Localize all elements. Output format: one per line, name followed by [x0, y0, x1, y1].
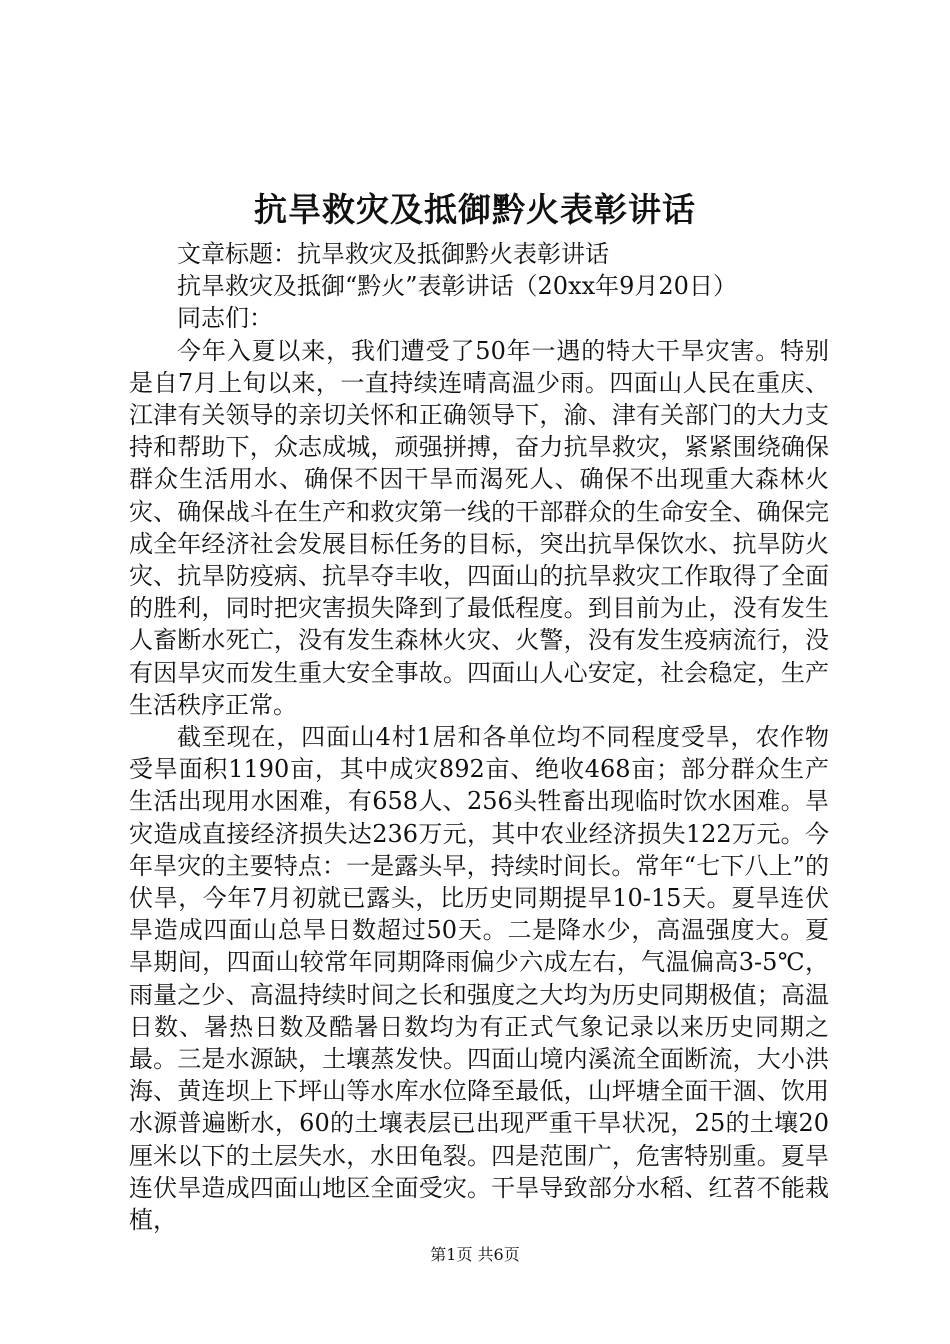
document-title: 抗旱救灾及抵御黔火表彰讲话: [254, 190, 696, 229]
page-total: 共6页: [477, 1245, 520, 1264]
salutation-line: 同志们：: [177, 304, 273, 333]
body-paragraph: 截至现在，四面山4村1居和各单位均不同程度受旱，农作物受旱面积1190亩，其中成灾892亩、绝收468亩；部分群众生产生活出现用水困难，有658人、256头牲畜出现临时饮水困难。旱灾造成直接经济损失达236万元，其中农业经济损失122万元。今年旱灾的主要特点：一是露头早，持续时间长。常年“七下八上”的伏旱，今年7月初就已露头，比历史同期提早10-15天。夏旱连伏旱造成四面山总旱日数超过50天。二是降水少，高温强度大。夏旱期间，四面山较常年同期降雨偏少六成左右，气温偏高3-5℃，雨量之少、高温持续时间之长和强度之大均为历史同期极值；高温日数、暑热日数及酷暑日数均为有正式气象记录以来历史同期之最。三是水源缺，土壤蒸发快。四面山境内溪流全面断流，大小洪海、黄连坝上下坪山等水库水位降至最低，山坪塘全面干涸、饮用水源普遍断水，60的土壤表层已出现严重干旱状况，25的土壤20厘米以下的土层失水，水田龟裂。四是范围广，危害特别重。夏旱连伏旱造成四面山地区全面受灾。干旱导致部分水稻、红苕不能栽植，: [129, 723, 829, 1235]
page-number: 第1页: [430, 1245, 473, 1264]
body-paragraph: 今年入夏以来，我们遭受了50年一遇的特大干旱灾害。特别是自7月上旬以来，一直持续连晴高温少雨。四面山人民在重庆、江津有关领导的亲切关怀和正确领导下，渝、津有关部门的大力支持和帮助下，众志成城，顽强拼搏，奋力抗旱救灾，紧紧围绕确保群众生活用水、确保不因干旱而渴死人、确保不出现重大森林火灾、确保战斗在生产和救灾第一线的干部群众的生命安全、确保完成全年经济社会发展目标任务的目标，突出抗旱保饮水、抗旱防火灾、抗旱防疫病、抗旱夺丰收，四面山的抗旱救灾工作取得了全面的胜利，同时把灾害损失降到了最低程度。到目前为止，没有发生人畜断水死亡，没有发生森林火灾、火警，没有发生疫病流行，没有因旱灾而发生重大安全事故。四面山人心安定，社会稳定，生产生活秩序正常。: [129, 336, 829, 719]
document-body: [129, 238, 829, 1236]
speech-heading-line: 抗旱救灾及抵御“黔火”表彰讲话（20xx年9月20日）: [177, 272, 737, 301]
page-footer: [0, 1245, 950, 1265]
article-title-line: 文章标题：抗旱救灾及抵御黔火表彰讲话: [177, 240, 609, 268]
